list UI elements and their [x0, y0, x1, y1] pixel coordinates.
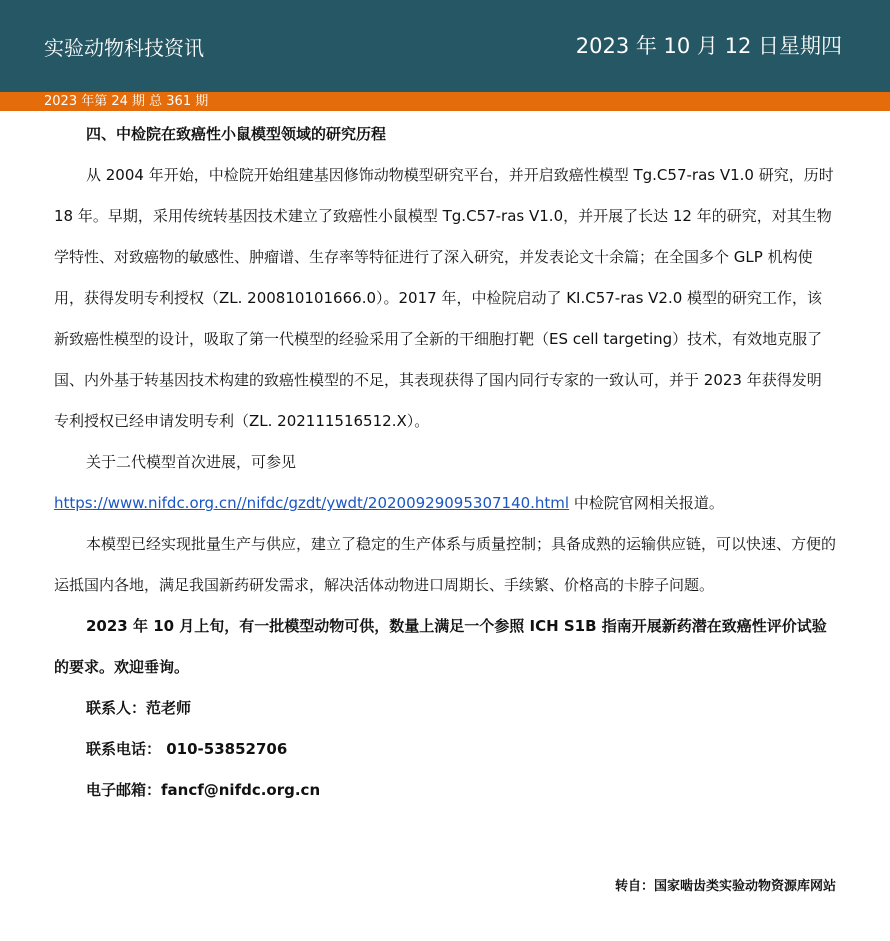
- section-heading: 四、中检院在致癌性小鼠模型领域的研究历程: [86, 125, 387, 143]
- publication-date: 2023 年 10 月 12 日星期四: [575, 34, 842, 58]
- contact-email: 电子邮箱：fancf@nifdc.org.cn: [86, 781, 321, 799]
- issue-bar: [0, 92, 890, 111]
- paragraph-availability: 2023 年 10 月上旬，有一批模型动物可供，数量上满足一个参照 ICH S1B 指南开展新药潜在致癌性评价试验的要求。欢迎垂询。: [54, 617, 827, 676]
- article-body: [54, 114, 836, 811]
- paragraph-history: 从 2004 年开始，中检院开始组建基因修饰动物模型研究平台，并开启致癌性模型 Tg.C57-ras V1.0 研究，历时 18 年。早期，采用传统转基因技术建立了致癌性小鼠模型 Tg.C57-ras V1.0，并开展了长达 12 年的研究，对其生物学特性、对致癌物的敏感性、肿瘤谱、生存率等特征进行了深入研究，并发表论文十余篇；在全国多个 GLP 机构使用，获得发明专利授权（ZL. 200810101666.0）。2017 年，中检院启动了 KI.C57-ras V2.0 模型的研究工作，该新致癌性模型的设计，吸取了第一代模型的经验采用了全新的干细胞打靶（ES cell targeting）技术，有效地克服了国、内外基于转基因技术构建的致癌性模型的不足，其表现获得了国内同行专家的一致认可，并于 2023 年获得发明专利授权已经申请发明专利（ZL. 202111516512.X）。: [54, 166, 834, 430]
- newsletter-header: [0, 0, 890, 92]
- link-suffix-text: 中检院官网相关报道。: [569, 494, 724, 512]
- paragraph-reference: 关于二代模型首次进展，可参见: [86, 453, 297, 471]
- nifdc-report-link[interactable]: https://www.nifdc.org.cn//nifdc/gzdt/ywdt/20200929095307140.html: [54, 494, 570, 512]
- paragraph-supply: 本模型已经实现批量生产与供应，建立了稳定的生产体系与质量控制；具备成熟的运输供应链，可以快速、方便的运抵国内各地，满足我国新药研发需求，解决活体动物进口周期长、手续繁、价格高的卡脖子问题。: [54, 535, 837, 594]
- contact-phone: 联系电话： 010-53852706: [86, 740, 288, 758]
- paragraph-link: [54, 483, 836, 524]
- contact-person: 联系人：范老师: [86, 699, 192, 717]
- issue-number: 2023 年第 24 期 总 361 期: [44, 94, 209, 109]
- source-attribution: 转自：国家啮齿类实验动物资源库网站: [614, 879, 836, 894]
- publication-name: 实验动物科技资讯: [44, 36, 204, 60]
